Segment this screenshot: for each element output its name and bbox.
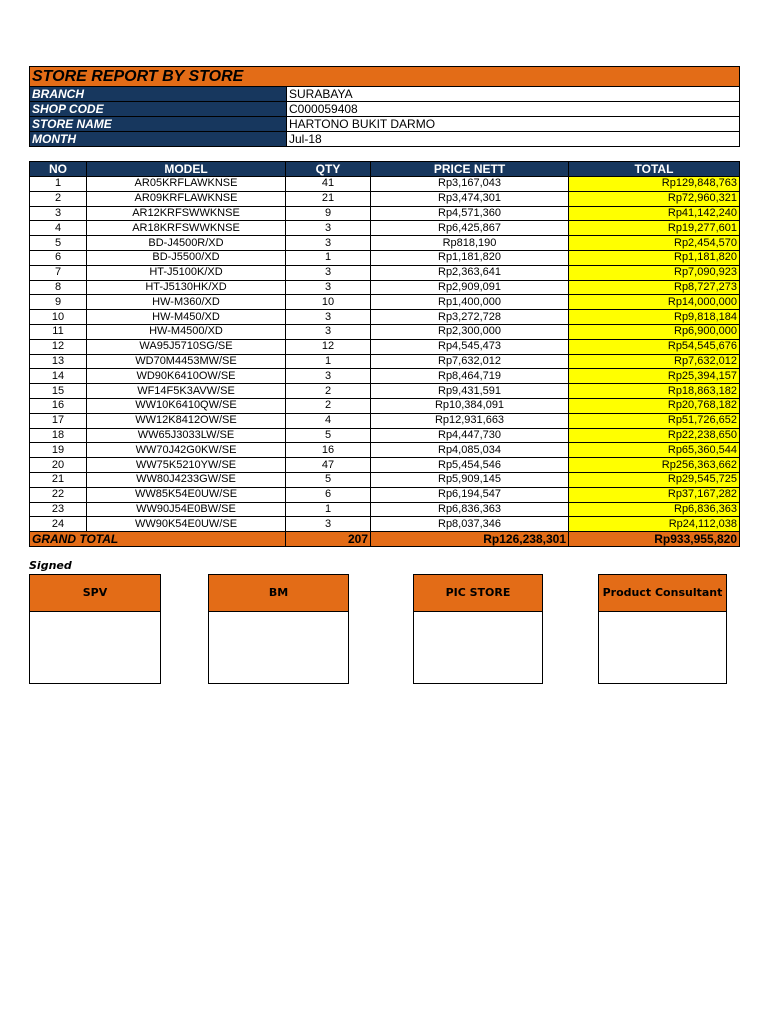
cell-qty: 16 (286, 443, 371, 458)
cell-price-nett: Rp818,190 (371, 236, 569, 251)
table-row (30, 502, 740, 517)
table-row (30, 324, 740, 339)
info-label: MONTH (30, 132, 287, 147)
signature-box-spv (29, 574, 161, 684)
table-row (30, 339, 740, 354)
info-row-shop-code (30, 102, 740, 117)
grand-total-amount: Rp933,955,820 (569, 532, 740, 547)
table-row (30, 250, 740, 265)
cell-price-nett: Rp4,571,360 (371, 206, 569, 221)
cell-no: 8 (30, 280, 87, 295)
cell-no: 7 (30, 265, 87, 280)
cell-qty: 5 (286, 428, 371, 443)
info-row-branch (30, 87, 740, 102)
cell-total: Rp51,726,652 (569, 413, 740, 428)
cell-total: Rp20,768,182 (569, 398, 740, 413)
cell-total: Rp72,960,321 (569, 191, 740, 206)
cell-no: 24 (30, 517, 87, 532)
cell-total: Rp54,545,676 (569, 339, 740, 354)
info-row-month (30, 132, 740, 147)
cell-qty: 3 (286, 265, 371, 280)
table-row (30, 517, 740, 532)
cell-model: WW75K5210YW/SE (87, 458, 286, 473)
cell-total: Rp22,238,650 (569, 428, 740, 443)
info-label: BRANCH (30, 87, 287, 102)
table-row (30, 398, 740, 413)
cell-total: Rp8,727,273 (569, 280, 740, 295)
cell-qty: 3 (286, 280, 371, 295)
cell-no: 4 (30, 221, 87, 236)
grand-total-row (30, 532, 740, 547)
report-info-table (29, 66, 740, 147)
cell-qty: 9 (286, 206, 371, 221)
info-value: SURABAYA (287, 87, 740, 102)
table-row (30, 191, 740, 206)
cell-total: Rp41,142,240 (569, 206, 740, 221)
cell-total: Rp6,900,000 (569, 324, 740, 339)
info-label: SHOP CODE (30, 102, 287, 117)
cell-model: WW90J54E0BW/SE (87, 502, 286, 517)
cell-total: Rp14,000,000 (569, 295, 740, 310)
signature-box-title: SPV (30, 575, 160, 612)
cell-price-nett: Rp8,464,719 (371, 369, 569, 384)
cell-total: Rp9,818,184 (569, 310, 740, 325)
table-row (30, 310, 740, 325)
cell-model: WA95J5710SG/SE (87, 339, 286, 354)
cell-model: BD-J5500/XD (87, 250, 286, 265)
cell-price-nett: Rp1,400,000 (371, 295, 569, 310)
cell-no: 11 (30, 324, 87, 339)
cell-qty: 2 (286, 384, 371, 399)
cell-no: 22 (30, 487, 87, 502)
table-row (30, 206, 740, 221)
column-header-model: MODEL (87, 162, 286, 177)
cell-no: 6 (30, 250, 87, 265)
cell-price-nett: Rp6,836,363 (371, 502, 569, 517)
cell-model: WD90K6410OW/SE (87, 369, 286, 384)
info-value: Jul-18 (287, 132, 740, 147)
column-header-total: TOTAL (569, 162, 740, 177)
cell-price-nett: Rp5,909,145 (371, 472, 569, 487)
cell-total: Rp7,090,923 (569, 265, 740, 280)
cell-price-nett: Rp3,474,301 (371, 191, 569, 206)
cell-price-nett: Rp3,272,728 (371, 310, 569, 325)
info-row-store-name (30, 117, 740, 132)
cell-no: 12 (30, 339, 87, 354)
cell-price-nett: Rp7,632,012 (371, 354, 569, 369)
cell-qty: 3 (286, 369, 371, 384)
signature-box-title: PIC STORE (414, 575, 542, 612)
cell-model: AR18KRFSWWKNSE (87, 221, 286, 236)
cell-no: 9 (30, 295, 87, 310)
cell-no: 13 (30, 354, 87, 369)
cell-model: HT-J5130HK/XD (87, 280, 286, 295)
cell-price-nett: Rp2,300,000 (371, 324, 569, 339)
cell-qty: 3 (286, 517, 371, 532)
cell-no: 20 (30, 458, 87, 473)
table-row (30, 413, 740, 428)
report-title: STORE REPORT BY STORE (30, 67, 740, 87)
cell-price-nett: Rp2,909,091 (371, 280, 569, 295)
cell-model: AR05KRFLAWKNSE (87, 177, 286, 192)
sales-items-table (29, 161, 740, 547)
cell-model: WW80J4233GW/SE (87, 472, 286, 487)
cell-qty: 3 (286, 310, 371, 325)
table-row (30, 295, 740, 310)
cell-model: WW65J3033LW/SE (87, 428, 286, 443)
cell-qty: 41 (286, 177, 371, 192)
cell-total: Rp24,112,038 (569, 517, 740, 532)
cell-total: Rp7,632,012 (569, 354, 740, 369)
signed-label: Signed (29, 559, 72, 572)
table-row (30, 354, 740, 369)
cell-price-nett: Rp5,454,546 (371, 458, 569, 473)
table-row (30, 280, 740, 295)
cell-price-nett: Rp8,037,346 (371, 517, 569, 532)
cell-price-nett: Rp9,431,591 (371, 384, 569, 399)
cell-qty: 12 (286, 339, 371, 354)
cell-qty: 4 (286, 413, 371, 428)
cell-no: 19 (30, 443, 87, 458)
cell-qty: 1 (286, 502, 371, 517)
cell-qty: 6 (286, 487, 371, 502)
info-label: STORE NAME (30, 117, 287, 132)
cell-no: 1 (30, 177, 87, 192)
cell-total: Rp37,167,282 (569, 487, 740, 502)
table-row (30, 221, 740, 236)
table-row (30, 236, 740, 251)
cell-qty: 1 (286, 250, 371, 265)
cell-no: 15 (30, 384, 87, 399)
cell-model: WW70J42G0KW/SE (87, 443, 286, 458)
cell-qty: 21 (286, 191, 371, 206)
cell-total: Rp19,277,601 (569, 221, 740, 236)
cell-total: Rp256,363,662 (569, 458, 740, 473)
cell-no: 10 (30, 310, 87, 325)
table-row (30, 265, 740, 280)
cell-total: Rp18,863,182 (569, 384, 740, 399)
table-row (30, 472, 740, 487)
store-report-sheet (29, 66, 739, 547)
cell-price-nett: Rp4,447,730 (371, 428, 569, 443)
cell-qty: 2 (286, 398, 371, 413)
cell-no: 21 (30, 472, 87, 487)
cell-price-nett: Rp1,181,820 (371, 250, 569, 265)
cell-model: HW-M360/XD (87, 295, 286, 310)
table-header-row (30, 162, 740, 177)
cell-qty: 3 (286, 221, 371, 236)
cell-qty: 1 (286, 354, 371, 369)
cell-price-nett: Rp6,194,547 (371, 487, 569, 502)
column-header-no: NO (30, 162, 87, 177)
cell-price-nett: Rp12,931,663 (371, 413, 569, 428)
column-header-price-nett: PRICE NETT (371, 162, 569, 177)
signature-box-bm (208, 574, 349, 684)
table-body (30, 177, 740, 532)
cell-qty: 5 (286, 472, 371, 487)
cell-qty: 10 (286, 295, 371, 310)
cell-no: 2 (30, 191, 87, 206)
cell-total: Rp65,360,544 (569, 443, 740, 458)
cell-total: Rp1,181,820 (569, 250, 740, 265)
cell-total: Rp6,836,363 (569, 502, 740, 517)
grand-total-price: Rp126,238,301 (371, 532, 569, 547)
table-row (30, 443, 740, 458)
cell-price-nett: Rp2,363,641 (371, 265, 569, 280)
grand-total-qty: 207 (286, 532, 371, 547)
cell-model: WW85K54E0UW/SE (87, 487, 286, 502)
cell-price-nett: Rp6,425,867 (371, 221, 569, 236)
signature-box-title: BM (209, 575, 348, 612)
cell-model: WW10K6410QW/SE (87, 398, 286, 413)
report-title-row (30, 67, 740, 87)
cell-no: 14 (30, 369, 87, 384)
cell-no: 23 (30, 502, 87, 517)
cell-no: 3 (30, 206, 87, 221)
cell-qty: 47 (286, 458, 371, 473)
cell-price-nett: Rp4,085,034 (371, 443, 569, 458)
cell-model: HT-J5100K/XD (87, 265, 286, 280)
table-row (30, 384, 740, 399)
cell-price-nett: Rp10,384,091 (371, 398, 569, 413)
cell-price-nett: Rp4,545,473 (371, 339, 569, 354)
signature-box-title: Product Consultant (599, 575, 726, 612)
cell-total: Rp29,545,725 (569, 472, 740, 487)
cell-model: BD-J4500R/XD (87, 236, 286, 251)
cell-total: Rp129,848,763 (569, 177, 740, 192)
cell-no: 16 (30, 398, 87, 413)
cell-model: HW-M450/XD (87, 310, 286, 325)
cell-model: AR09KRFLAWKNSE (87, 191, 286, 206)
cell-no: 5 (30, 236, 87, 251)
cell-total: Rp2,454,570 (569, 236, 740, 251)
cell-price-nett: Rp3,167,043 (371, 177, 569, 192)
cell-no: 18 (30, 428, 87, 443)
table-row (30, 458, 740, 473)
info-value: C000059408 (287, 102, 740, 117)
signature-box-product-consultant (598, 574, 727, 684)
cell-model: AR12KRFSWWKNSE (87, 206, 286, 221)
table-row (30, 428, 740, 443)
cell-model: WD70M4453MW/SE (87, 354, 286, 369)
grand-total-label: GRAND TOTAL (30, 532, 286, 547)
table-row (30, 177, 740, 192)
signature-box-pic-store (413, 574, 543, 684)
column-header-qty: QTY (286, 162, 371, 177)
cell-qty: 3 (286, 324, 371, 339)
cell-model: HW-M4500/XD (87, 324, 286, 339)
cell-no: 17 (30, 413, 87, 428)
info-value: HARTONO BUKIT DARMO (287, 117, 740, 132)
cell-model: WW90K54E0UW/SE (87, 517, 286, 532)
table-row (30, 369, 740, 384)
cell-model: WF14F5K3AVW/SE (87, 384, 286, 399)
cell-qty: 3 (286, 236, 371, 251)
cell-total: Rp25,394,157 (569, 369, 740, 384)
cell-model: WW12K8412OW/SE (87, 413, 286, 428)
table-row (30, 487, 740, 502)
